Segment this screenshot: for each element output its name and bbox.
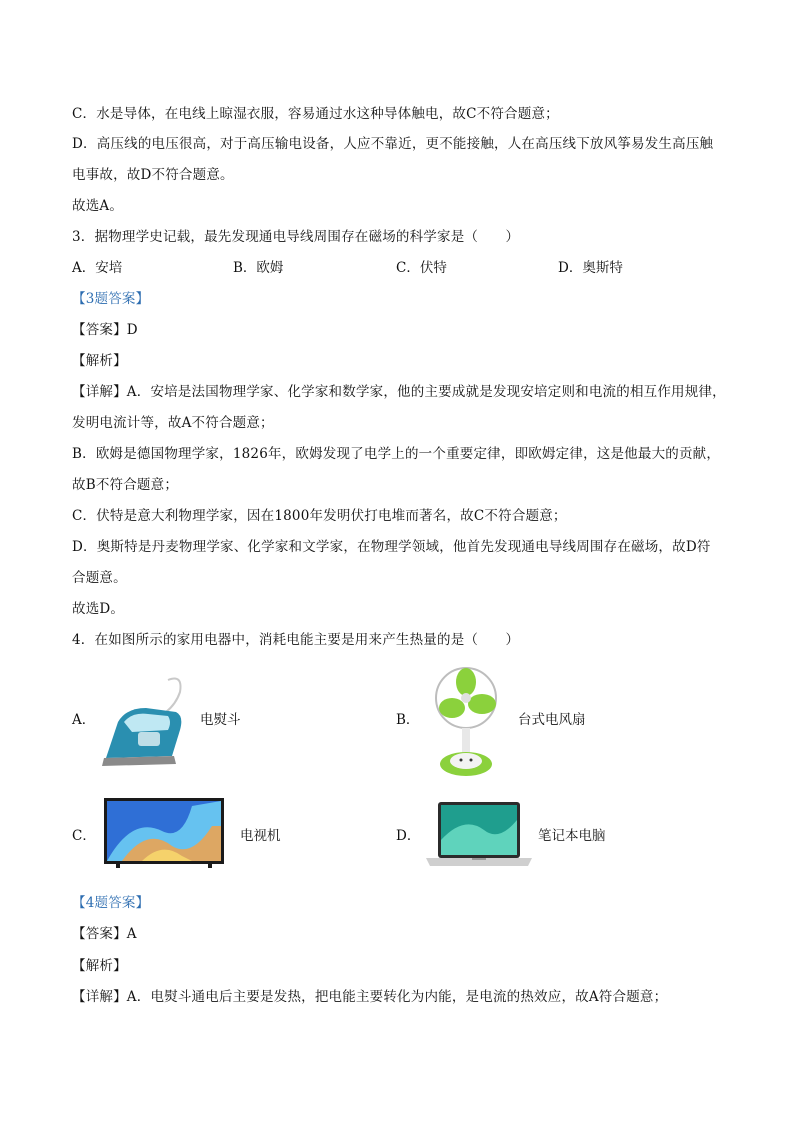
tv-icon	[102, 796, 226, 870]
q3-answer: 【答案】D	[72, 322, 138, 338]
q3-explanation-line: 故选D。	[72, 601, 125, 617]
q4-option-d-label: 笔记本电脑	[538, 828, 606, 844]
q3-answer-header: 【3题答案】	[72, 291, 150, 307]
q3-explanation-line: 【详解】A．安培是法国物理学家、化学家和数学家，他的主要成就是发现安培定则和电流的相互作用规律，	[72, 384, 726, 400]
q4-option-b-letter: B．	[396, 712, 420, 728]
laptop-icon	[424, 800, 534, 870]
q3-analysis-header: 【解析】	[72, 353, 127, 369]
q3-option-c: C．伏特	[396, 260, 447, 276]
q4-analysis-header: 【解析】	[72, 958, 127, 974]
question-4-stem: 4．在如图所示的家用电器中，消耗电能主要是用来产生热量的是（ ）	[72, 632, 520, 648]
q3-option-b: B．欧姆	[233, 260, 284, 276]
q4-option-c-letter: C．	[72, 828, 96, 844]
q4-answer: 【答案】A	[72, 926, 137, 942]
q3-explanation-line: 合题意。	[72, 570, 127, 586]
q3-option-d: D．奥斯特	[558, 260, 623, 276]
q4-option-a-label: 电熨斗	[200, 712, 241, 728]
q4-option-b-label: 台式电风扇	[518, 712, 586, 728]
q3-explanation-line: C．伏特是意大利物理学家，因在1800年发明伏打电堆而著名，故C不符合题意；	[72, 508, 567, 524]
q4-answer-header: 【4题答案】	[72, 895, 150, 911]
fan-icon	[434, 664, 498, 778]
q4-explanation-line: 【详解】A．电熨斗通电后主要是发热，把电能主要转化为内能，是电流的热效应，故A符合题意；	[72, 989, 668, 1005]
q3-option-a: A．安培	[72, 260, 123, 276]
q3-explanation-line: 故B不符合题意；	[72, 477, 179, 493]
q3-explanation-line: D．奥斯特是丹麦物理学家、化学家和文学家，在物理学领域，他首先发现通电导线周围存在磁场，故D符	[72, 539, 711, 555]
text-line: D．高压线的电压很高，对于高压输电设备，人应不靠近，更不能接触，人在高压线下放风筝易发生高压触	[72, 136, 714, 152]
q3-explanation-line: B．欧姆是德国物理学家，1826年，欧姆发现了电学上的一个重要定律，即欧姆定律，这是他最大的贡献，	[72, 446, 721, 462]
q3-explanation-line: 发明电流计等，故A不符合题意；	[72, 415, 274, 431]
text-line: C．水是导体，在电线上晾湿衣服，容易通过水这种导体触电，故C不符合题意；	[72, 106, 559, 122]
q4-option-c-label: 电视机	[240, 828, 281, 844]
text-line: 电事故，故D不符合题意。	[72, 167, 234, 183]
text-line: 故选A。	[72, 198, 124, 214]
q4-option-d-letter: D．	[396, 828, 421, 844]
q4-option-a-letter: A．	[72, 712, 96, 728]
question-3-stem: 3．据物理学史记载，最先发现通电导线周围存在磁场的科学家是（ ）	[72, 229, 520, 245]
iron-icon	[98, 672, 188, 768]
